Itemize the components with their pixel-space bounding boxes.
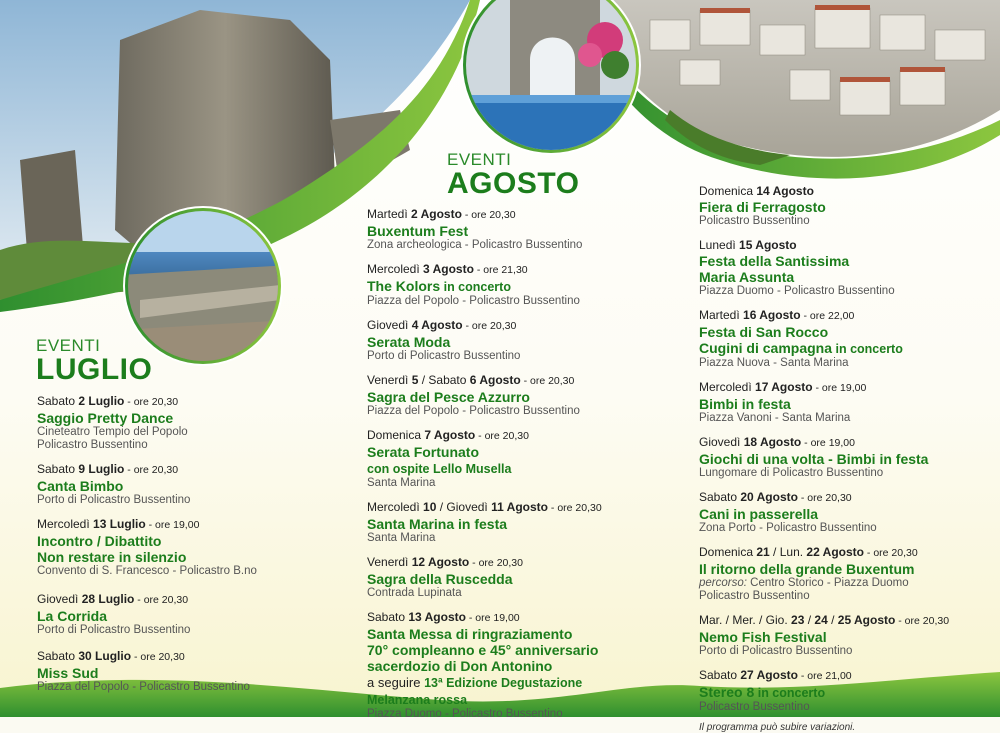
event-item <box>37 592 307 637</box>
text: 18 Agosto <box>743 435 802 449</box>
text: Sabato <box>37 462 79 476</box>
event-item <box>37 394 307 452</box>
event-item <box>699 490 994 535</box>
text: 15 Agosto <box>739 238 797 252</box>
event-title <box>699 340 994 357</box>
text: Mercoledì <box>367 262 424 276</box>
text: - ore 21,30 <box>473 264 528 276</box>
text: Piazza Duomo - Policastro Bussentino <box>699 285 895 297</box>
event-item <box>699 435 994 480</box>
text: - ore 19,00 <box>145 519 200 531</box>
text: Martedì <box>367 207 412 221</box>
luglio-heading <box>36 337 152 385</box>
text: Miss Sud <box>37 665 99 681</box>
event-date <box>699 613 994 629</box>
event-date <box>699 545 994 561</box>
text: Sabato <box>37 394 79 408</box>
text: Piazza Nuova - Santa Marina <box>699 357 849 369</box>
text: 12 Agosto <box>411 555 470 569</box>
text: 6 Agosto <box>469 373 521 387</box>
text: - ore 19,00 <box>465 612 520 624</box>
luglio-events <box>37 394 307 704</box>
text: - ore 21,00 <box>797 670 852 682</box>
text: in concerto <box>832 342 903 356</box>
event-place <box>699 577 994 590</box>
event-item <box>699 613 994 658</box>
text: - ore 20,30 <box>131 651 185 663</box>
text: Maria Assunta <box>699 269 795 285</box>
event-item <box>699 668 994 714</box>
text: Domenica <box>367 428 425 442</box>
text: Santa Marina in festa <box>367 516 508 532</box>
text: 13 Luglio <box>93 517 146 531</box>
text: Sabato <box>699 490 741 504</box>
text: Zona archeologica - Policastro Bussentino <box>367 239 583 251</box>
text: Giovedì <box>367 318 412 332</box>
event-item <box>699 308 994 370</box>
text: Piazza del Popolo - Policastro Bussentino <box>37 681 250 693</box>
event-item <box>367 500 667 545</box>
event-title <box>367 674 667 691</box>
text: 17 Agosto <box>755 380 813 394</box>
event-date <box>367 610 667 626</box>
text: Piazza del Popolo - Policastro Bussentino <box>367 405 580 417</box>
event-date <box>37 592 307 608</box>
event-title <box>367 691 667 708</box>
text: - ore 19,00 <box>801 437 855 449</box>
text: Policastro Bussentino <box>699 215 810 227</box>
text: Contrada Lupinata <box>367 587 462 599</box>
event-date <box>699 238 994 253</box>
text: Saggio Pretty Dance <box>37 410 174 426</box>
text: 11 Agosto <box>491 500 548 514</box>
event-item <box>699 238 994 298</box>
text: Festa della Santissima <box>699 253 850 269</box>
text: - ore 20,30 <box>475 430 529 442</box>
text: 21 <box>756 545 770 559</box>
text: Cugini di campagna <box>699 340 833 356</box>
luglio-heading-big: LUGLIO <box>36 353 153 386</box>
event-date <box>699 435 994 451</box>
text: La Corrida <box>37 608 108 624</box>
text: Venerdì <box>367 373 412 387</box>
event-date <box>699 184 994 199</box>
event-date <box>367 428 667 444</box>
text: / Sabato <box>418 373 470 387</box>
text: Mar. / Mer. / Gio. <box>699 613 792 627</box>
text: 23 <box>791 613 805 627</box>
text: Santa Marina <box>367 532 436 544</box>
text: Stereo 8 <box>699 684 755 700</box>
text: 27 Agosto <box>740 668 798 682</box>
text: Melanzana rossa <box>367 693 468 707</box>
text: - ore 19,00 <box>812 382 867 394</box>
text: Domenica <box>699 545 757 559</box>
text: 25 Agosto <box>837 613 896 627</box>
event-date <box>699 380 994 396</box>
text: 2 Luglio <box>78 394 125 408</box>
text: - ore 20,30 <box>124 464 179 476</box>
text: Non restare in silenzio <box>37 549 187 565</box>
event-item <box>367 428 667 490</box>
text: 10 <box>423 500 437 514</box>
text: 28 Luglio <box>81 592 135 606</box>
event-item <box>37 462 307 507</box>
text: Sagra della Ruscedda <box>367 571 513 587</box>
text: / <box>827 613 838 627</box>
event-item <box>367 207 667 252</box>
text: Zona Porto - Policastro Bussentino <box>699 522 877 534</box>
text: Centro Storico - Piazza Duomo <box>746 577 909 589</box>
text: in concerto <box>754 686 826 700</box>
text: - ore 22,00 <box>800 310 855 322</box>
event-date <box>367 555 667 571</box>
text: Lunedì <box>699 238 740 252</box>
text: Mercoledì <box>699 380 756 394</box>
text: Incontro / Dibattito <box>37 533 162 549</box>
text: Piazza Vanoni - Santa Marina <box>699 412 851 424</box>
event-item <box>699 184 994 228</box>
text: - ore 20,30 <box>797 492 852 504</box>
event-date <box>37 394 307 410</box>
text: Porto di Policastro Bussentino <box>699 645 853 657</box>
text: Mercoledì <box>37 517 94 531</box>
event-title <box>699 684 994 701</box>
event-date <box>367 207 667 223</box>
text: Policastro Bussentino <box>699 590 810 602</box>
event-date <box>699 668 994 684</box>
text: 5 <box>411 373 419 387</box>
text: - ore 20,30 <box>462 320 517 332</box>
agosto-events-col1 <box>367 207 667 731</box>
text: Sabato <box>699 668 741 682</box>
event-date <box>37 517 307 533</box>
text: Giochi di una volta - Bimbi in festa <box>699 451 929 467</box>
text: 24 <box>814 613 828 627</box>
text: Sabato <box>367 610 409 624</box>
text: 30 Luglio <box>78 649 132 663</box>
agosto-heading-small: EVENTI <box>447 150 512 169</box>
text: The Kolors <box>367 278 441 294</box>
text: - ore 20,30 <box>520 375 575 387</box>
text: - ore 20,30 <box>461 209 516 221</box>
text: Convento di S. Francesco - Policastro B.no <box>37 565 257 577</box>
text: Il ritorno della grande Buxentum <box>699 561 915 577</box>
event-title <box>367 278 667 295</box>
text: / Lun. <box>769 545 807 559</box>
event-date <box>37 462 307 478</box>
text: Giovedì <box>37 592 82 606</box>
agosto-heading <box>447 151 579 199</box>
event-item <box>367 610 667 721</box>
event-item <box>367 318 667 363</box>
text: Fiera di Ferragosto <box>699 199 826 215</box>
text: Porto di Policastro Bussentino <box>367 350 521 362</box>
event-item <box>699 545 994 603</box>
event-item <box>367 262 667 308</box>
text: - ore 20,30 <box>863 547 918 559</box>
text: Cineteatro Tempio del Popolo <box>37 426 188 438</box>
text: Serata Moda <box>367 334 451 350</box>
text: Nemo Fish Festival <box>699 629 827 645</box>
text: Piazza del Popolo - Policastro Bussentino <box>367 295 580 307</box>
text: Piazza Duomo - Policastro Bussentino <box>367 708 563 720</box>
text: 14 Agosto <box>756 184 814 198</box>
text: Serata Fortunato <box>367 444 480 460</box>
text: Santa Marina <box>367 477 436 489</box>
text: con ospite Lello Musella <box>367 462 512 476</box>
text: 2 Agosto <box>411 207 462 221</box>
event-date <box>367 262 667 278</box>
text: / Giovedì <box>436 500 492 514</box>
text: Giovedì <box>699 435 744 449</box>
text: - ore 20,30 <box>548 502 602 514</box>
event-item <box>367 555 667 600</box>
luglio-heading-small: EVENTI <box>36 336 101 355</box>
text: - ore 20,30 <box>124 396 179 408</box>
text: 13 Agosto <box>408 610 466 624</box>
text: 13ª Edizione Degustazione <box>424 676 583 690</box>
event-item <box>37 517 307 578</box>
event-date <box>367 500 667 516</box>
text: Bimbi in festa <box>699 396 791 412</box>
text: 9 Luglio <box>78 462 125 476</box>
text: - ore 20,30 <box>469 557 523 569</box>
text: 22 Agosto <box>806 545 864 559</box>
text: Mercoledì <box>367 500 424 514</box>
text: 4 Agosto <box>411 318 463 332</box>
event-item <box>37 649 307 694</box>
event-date <box>699 490 994 506</box>
agosto-events-col2 <box>699 184 994 733</box>
event-title <box>367 460 667 477</box>
text: 16 Agosto <box>743 308 801 322</box>
text: Santa Messa di ringraziamento <box>367 626 573 642</box>
text: Sagra del Pesce Azzurro <box>367 389 530 405</box>
text: Policastro Bussentino <box>699 701 810 713</box>
text: Cani in passerella <box>699 506 819 522</box>
program-note: Il programma può subire variazioni. <box>699 722 856 733</box>
text: percorso: <box>699 577 747 589</box>
event-date <box>699 308 994 324</box>
arch-photo <box>460 0 650 160</box>
text: 70° compleanno e 45° anniversario <box>367 642 599 658</box>
text: - ore 20,30 <box>134 594 189 606</box>
event-date <box>367 373 667 389</box>
text: Venerdì <box>367 555 412 569</box>
text: a seguire <box>367 675 425 690</box>
text: Canta Bimbo <box>37 478 124 494</box>
text: 3 Agosto <box>423 262 474 276</box>
event-date <box>367 318 667 334</box>
text: 20 Agosto <box>740 490 798 504</box>
text: Porto di Policastro Bussentino <box>37 494 191 506</box>
agosto-heading-big: AGOSTO <box>447 167 580 200</box>
text: Sabato <box>37 649 79 663</box>
text: Martedì <box>699 308 744 322</box>
text: Buxentum Fest <box>367 223 469 239</box>
text: sacerdozio di Don Antonino <box>367 658 553 674</box>
event-date <box>37 649 307 665</box>
event-item <box>367 373 667 418</box>
text: 7 Agosto <box>424 428 476 442</box>
text: in concerto <box>440 280 511 294</box>
text: Porto di Policastro Bussentino <box>37 624 191 636</box>
text: Domenica <box>699 184 757 198</box>
event-item <box>699 380 994 425</box>
text: / <box>804 613 815 627</box>
text: Lungomare di Policastro Bussentino <box>699 467 884 479</box>
text: Festa di San Rocco <box>699 324 829 340</box>
text: - ore 20,30 <box>895 615 950 627</box>
text: Policastro Bussentino <box>37 439 148 451</box>
